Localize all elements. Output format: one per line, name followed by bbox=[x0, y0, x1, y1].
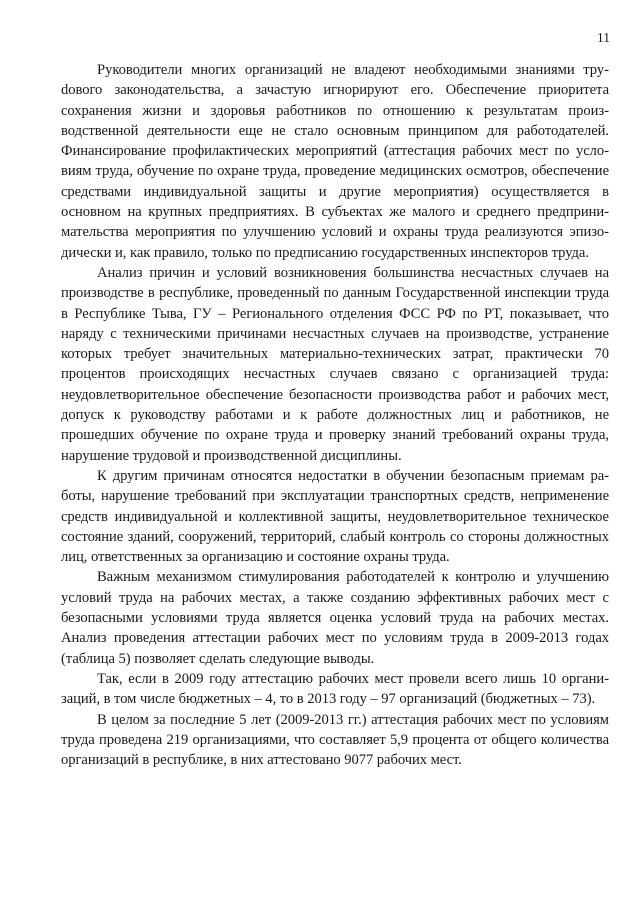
page-number: 11 bbox=[597, 30, 610, 45]
paragraph-five-year-summary: В целом за последние 5 лет (2009-2013 гг.) аттестация рабочих мест по условиям труда проведена 219 организациями, что составляет 5,9 процента от общего количества организаций в республике, в них аттестовано 9077 рабочих мест. bbox=[61, 711, 609, 769]
paragraph-organization-counts: Так, если в 2009 году аттестацию рабочих мест провели всего лишь 10 организаций, в том числе бюджетных – 4, то в 2013 году – 97 организаций (бюджетных – 73). bbox=[61, 670, 609, 708]
paragraph-workplace-assessment: Важным механизмом стимулирования работодателей к контролю и улучшению условий труда на рабочих местах, а также созданию эффективных рабочих мест с безопасными условиями труда является оценка условий труда на рабочих местах. Анализ проведения аттестации рабочих мест по условиям труда в 2009-2013 годах (таблица 5) позволяет сделать следующие выводы. bbox=[61, 569, 609, 667]
paragraph-accident-analysis: Анализ причин и условий возникновения большинства несчастных случаев на производстве в республике, проведенный по данным Государственной инспекции труда в Республике Тыва, ГУ – Регионального отделения ФСС РФ по РТ, показывает, что наряду с техническими причинами несчастных случаев на производстве, устранение которых требует значительных материально-технических затрат, практически 70 процентов происходящих несчастных случаев связано с организацией труда: неудовлетворительное обеспечение безопасности производства работ и рабочих мест, допуск к руководству работами и к работе должностных лиц и работников, не прошедших обучение по охране труда и проверку знаний требований охраны труда, нарушение трудовой и производственной дисциплины. bbox=[61, 264, 609, 464]
paragraph-other-causes: К другим причинам относятся недостатки в обучении безопасным приемам работы, нарушение требований при эксплуатации транспортных средств, неприменение средств индивидуальной и коллективной защиты, неудовлетворительное техническое состояние зданий, сооружений, территорий, слабый контроль со стороны должностных лиц, ответственных за организацию и состояние охраны труда. bbox=[61, 467, 609, 566]
body-text bbox=[61, 60, 609, 770]
paragraph-management-knowledge: Руководители многих организаций не владеют необходимыми знаниями труdового законодательства, а зачастую игнорируют его. Обеспечение приоритета сохранения жизни и здоровья работников по отношению к результатам производственной деятельности еще не стало основным принципом для работодателей. Финансирование профилактических мероприятий (аттестация рабочих мест по условиям труда, обучение по охране труда, проведение медицинских осмотров, обеспечение средствами индивидуальной защиты и другие мероприятия) осуществляется в основном на крупных предприятиях. В субъектах же малого и среднего предпринимательства мероприятия по улучшению условий и охраны труда реализуются эпизодически и, как правило, только по предписанию государственных инспекторов труда. bbox=[61, 62, 609, 261]
